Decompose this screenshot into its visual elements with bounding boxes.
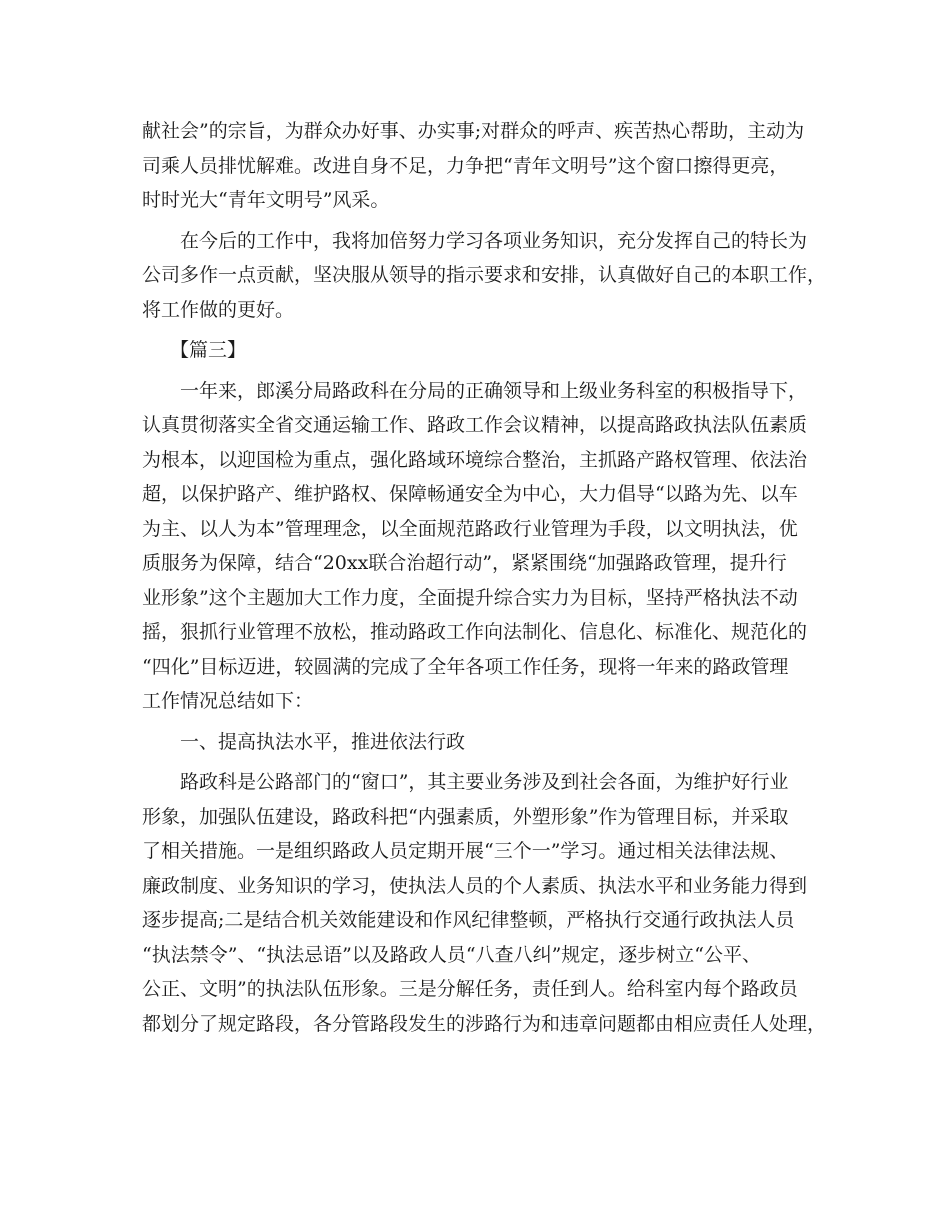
subheading-1: [142, 725, 810, 760]
document-body: [142, 114, 827, 1041]
text-line: “执法禁令”、“执法忌语”以及路政人员“八查八纠”规定，逐步树立“公平、: [142, 943, 761, 966]
section-title: 【篇三】: [170, 339, 247, 361]
text-line: 质服务为保障，结合“20xx联合治超行动”，紧紧围绕“加强路政管理，提升行: [142, 552, 787, 574]
text-line: 在今后的工作中，我将加倍努力学习各项业务知识，充分发挥自己的特长为: [180, 229, 808, 252]
text-line: 公司多作一点贡献，坚决服从领导的指示要求和安排，认真做好自己的本职工作，: [142, 264, 827, 286]
paragraph-6: [142, 765, 827, 1041]
text-line: 公正、文明”的执法队伍形象。三是分解任务，责任到人。给科室内每个路政员: [142, 978, 798, 1000]
text-line: 路政科是公路部门的“窗口”，其主要业务涉及到社会各面，为维护好行业: [180, 771, 789, 793]
text-line: 献社会”的宗旨，为群众办好事、办实事;对群众的呼声、疾苦热心帮助，主动为: [142, 120, 805, 142]
text-line: 形象，加强队伍建设，路政科把“内强素质，外塑形象”作为管理目标，并采取: [142, 805, 789, 828]
text-line: 逐步提高;二是结合机关效能建设和作风纪律整顿，严格执行交通行政执法人员: [142, 909, 795, 931]
text-line: 工作情况总结如下：: [142, 690, 314, 712]
paragraph-2: [142, 224, 827, 328]
text-line: 超，以保护路产、维护路权、保障畅通安全为中心，大力倡导“以路为先、以车: [142, 483, 798, 505]
text-line: 摇，狠抓行业管理不放松，推动路政工作向法制化、信息化、标准化、规范化的: [142, 621, 808, 643]
text-line: 了相关措施。一是组织路政人员定期开展“三个一”学习。通过相关法律法规、: [142, 840, 789, 862]
paragraph-1: [142, 114, 810, 218]
text-line: 为主、以人为本”管理理念，以全面规范路政行业管理为手段，以文明执法，优: [142, 517, 798, 540]
section-heading: [142, 333, 810, 368]
text-line: 为根本，以迎国检为重点，强化路域环境综合整治，主抓路产路权管理、依法治: [142, 448, 808, 471]
text-line: 时时光大“青年文明号”风采。: [142, 189, 390, 211]
text-line: 廉政制度、业务知识的学习，使执法人员的个人素质、执法水平和业务能力得到: [142, 874, 808, 897]
text-line: 将工作做的更好。: [142, 298, 295, 321]
text-line: 都划分了规定路段，各分管路段发生的涉路行为和违章问题都由相应责任人处理，: [142, 1012, 827, 1035]
text-line: “四化”目标迈进，较圆满的完成了全年各项工作任务，现将一年来的路政管理: [142, 655, 789, 678]
text-line: 认真贯彻落实全省交通运输工作、路政工作会议精神，以提高路政执法队伍素质: [142, 414, 808, 436]
paragraph-4: [142, 374, 810, 719]
subheading-title: 一、提高执法水平，推进依法行政: [180, 730, 466, 753]
text-line: 一年来，郎溪分局路政科在分局的正确领导和上级业务科室的积极指导下，: [180, 379, 808, 402]
text-line: 业形象”这个主题加大工作力度，全面提升综合实力为目标，坚持严格执法不动: [142, 586, 798, 609]
text-line: 司乘人员排忧解难。改进自身不足，力争把“青年文明号”这个窗口擦得更亮，: [142, 154, 789, 177]
